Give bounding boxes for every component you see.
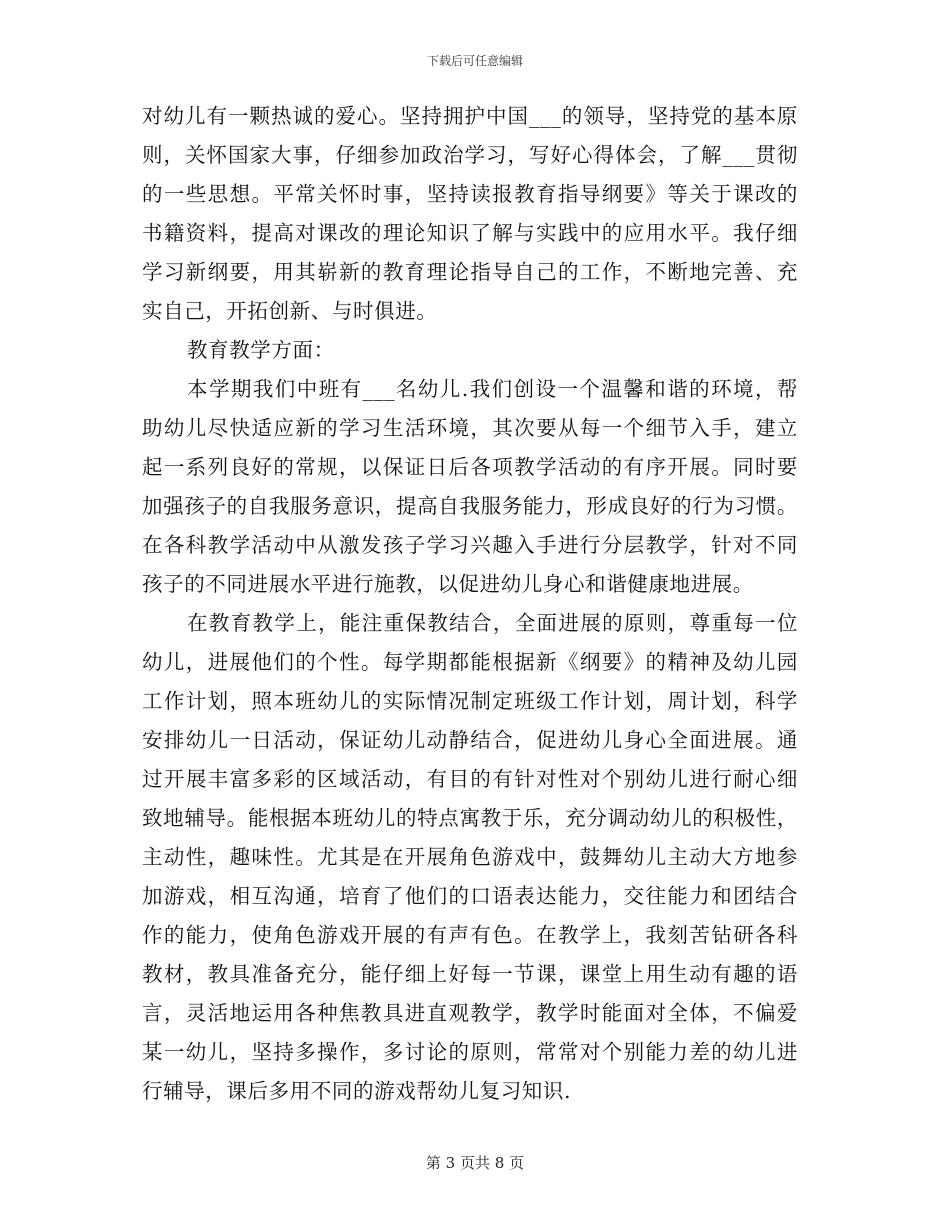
text-line: 主动性，趣味性。尤其是在开展角色游戏中，鼓舞幼儿主动大方地参: [142, 845, 798, 869]
text-line: 对幼儿有一颗热诚的爱心。坚持拥护中国___的领导，坚持党的基本原: [142, 104, 798, 128]
page-header: 下载后可任意编辑: [426, 54, 523, 68]
text-line: 孩子的不同进展水平进行施教，以促进幼儿身心和谐健康地进展。: [142, 572, 754, 596]
text-line: 教材，教具准备充分，能仔细上好每一节课，课堂上用生动有趣的语: [142, 962, 798, 986]
text-line: 本学期我们中班有___名幼儿.我们创设一个温馨和谐的环境，帮: [187, 377, 798, 401]
text-line: 的一些思想。平常关怀时事，坚持读报教育指导纲要》等关于课改的: [142, 182, 798, 206]
text-line: 作的能力，使角色游戏开展的有声有色。在教学上，我刻苦钻研各科: [142, 923, 798, 947]
text-line: 书籍资料，提高对课改的理论知识了解与实践中的应用水平。我仔细: [142, 221, 798, 245]
text-line: 则，关怀国家大事，仔细参加政治学习，写好心得体会，了解___贯彻: [142, 143, 798, 167]
text-line: 安排幼儿一日活动，保证幼儿动静结合，促进幼儿身心全面进展。通: [142, 728, 798, 752]
text-line: 加游戏，相互沟通，培育了他们的口语表达能力，交往能力和团结合: [142, 884, 798, 908]
text-line: 起一系列良好的常规，以保证日后各项教学活动的有序开展。同时要: [142, 455, 798, 479]
text-line: 幼儿，进展他们的个性。每学期都能根据新《纲要》的精神及幼儿园: [142, 650, 798, 674]
text-line: 在教育教学上，能注重保教结合，全面进展的原则，尊重每一位: [187, 611, 798, 635]
text-line: 加强孩子的自我服务意识，提高自我服务能力，形成良好的行为习惯。: [142, 494, 798, 518]
section-heading: 教育教学方面：: [187, 338, 335, 362]
document-body: [142, 97, 798, 1111]
text-line: 实自己，开拓创新、与时俱进。: [142, 299, 438, 323]
text-line: 某一幼儿，坚持多操作，多讨论的原则，常常对个别能力差的幼儿进: [142, 1040, 798, 1064]
text-line: 言，灵活地运用各种焦教具进直观教学，教学时能面对全体，不偏爱: [142, 1001, 798, 1025]
text-line: 过开展丰富多彩的区域活动，有目的有针对性对个别幼儿进行耐心细: [142, 767, 798, 791]
text-line: 致地辅导。能根据本班幼儿的特点寓教于乐，充分调动幼儿的积极性，: [142, 806, 798, 830]
text-line: 行辅导，课后多用不同的游戏帮幼儿复习知识.: [142, 1079, 572, 1103]
text-line: 助幼儿尽快适应新的学习生活环境，其次要从每一个细节入手，建立: [142, 416, 798, 440]
text-line: 工作计划，照本班幼儿的实际情况制定班级工作计划，周计划，科学: [142, 689, 798, 713]
text-line: 学习新纲要，用其崭新的教育理论指导自己的工作，不断地完善、充: [142, 260, 798, 284]
text-line: 在各科教学活动中从激发孩子学习兴趣入手进行分层教学，针对不同: [142, 533, 798, 557]
page-number: 第 3 页共 8 页: [425, 1154, 525, 1172]
